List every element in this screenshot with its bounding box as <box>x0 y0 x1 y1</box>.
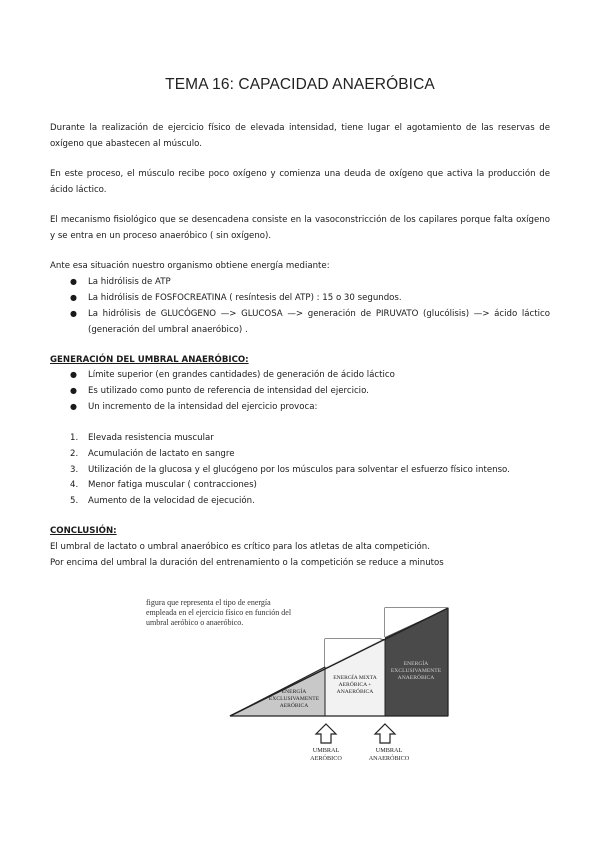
figure-caption-line-1: figura que representa el tipo de energía <box>146 598 271 607</box>
conclusion-line-2: Por encima del umbral la duración del entrenamiento o la competición se reduce a minutos <box>50 558 444 568</box>
zone3-label-2: EXCLUSIVAMENTE <box>390 668 442 674</box>
zone1-label-2: EXCLUSIVAMENTE <box>268 696 320 702</box>
zone1-label-3: AERÓBICA <box>279 703 309 709</box>
section-heading-umbral: GENERACIÓN DEL UMBRAL ANAERÓBICO: <box>50 355 249 365</box>
arrow-up-icon <box>316 724 336 743</box>
zone3-label-3: ANAERÓBICA <box>397 675 435 681</box>
bullet-icon: ● <box>70 386 77 395</box>
zone2-label-1: ENERGÍA MIXTA <box>333 675 377 681</box>
paragraph-energy-intro: Ante esa situación nuestro organismo obtiene energía mediante: <box>50 261 330 271</box>
bullet-icon: ● <box>70 277 77 286</box>
arrow1-label-2: AERÓBICO <box>310 755 342 762</box>
paragraph-intro: Durante la realización de ejercicio físico de elevada intensidad, tiene lugar el agotamiento de las reservas de oxígeno que abastecen al músculo. <box>50 123 550 149</box>
arrow1-label-1: UMBRAL <box>312 747 340 754</box>
section-heading-conclusion: CONCLUSIÓN: <box>50 526 117 536</box>
bullet-icon: ● <box>70 309 77 318</box>
zone3-label-1: ENERGÍA <box>403 661 429 667</box>
zone2-label-2: AERÓBICA + <box>338 682 372 688</box>
arrow2-label-2: ANAERÓBICO <box>368 755 410 762</box>
arrow-up-icon <box>375 724 395 743</box>
paragraph-mechanism: El mecanismo fisiológico que se desencadena consiste en la vasoconstricción de los capilares porque falta oxígeno y se entra en un proceso anaeróbico ( sin oxígeno). <box>50 215 550 241</box>
page-title: TEMA 16: CAPACIDAD ANAERÓBICA <box>165 76 435 93</box>
zone2-label-3: ANAERÓBICA <box>336 689 374 695</box>
bullet-icon: ● <box>70 293 77 302</box>
figure-caption-line-3: umbral aeróbico o anaeróbico. <box>146 618 244 627</box>
paragraph-process: En este proceso, el músculo recibe poco oxígeno y comienza una deuda de oxígeno que activa la producción de ácido láctico. <box>50 169 550 195</box>
zone1-label-1: ENERGÍA <box>281 689 307 695</box>
conclusion-line-1: El umbral de lactato o umbral anaeróbico es crítico para los atletas de alta competición. <box>50 542 430 552</box>
bullet-icon: ● <box>70 402 77 411</box>
bullet-icon: ● <box>70 370 77 379</box>
figure-caption-line-2: empleada en el ejercicio físico en función del <box>146 608 292 617</box>
arrow2-label-1: UMBRAL <box>375 747 403 754</box>
